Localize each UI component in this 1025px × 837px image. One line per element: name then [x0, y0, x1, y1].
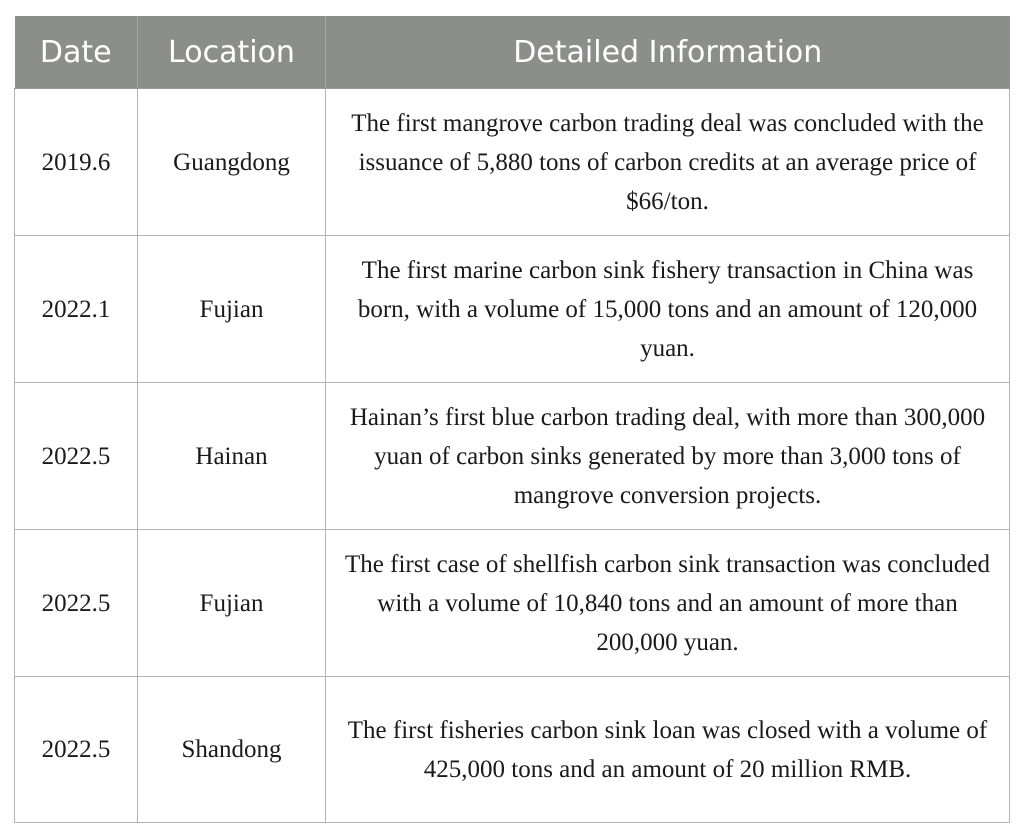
cell-date: 2022.1 — [15, 236, 138, 383]
table-body — [15, 89, 1010, 823]
carbon-trading-table — [14, 16, 1010, 823]
cell-location: Guangdong — [138, 89, 326, 236]
table-row — [15, 383, 1010, 530]
table-row — [15, 677, 1010, 823]
cell-detailed-information: The first marine carbon sink fishery transaction in China was born, with a volume of 15,000 tons and an amount of 120,000 yuan. — [326, 236, 1010, 383]
cell-location: Shandong — [138, 677, 326, 823]
cell-date: 2019.6 — [15, 89, 138, 236]
cell-detailed-information: The first mangrove carbon trading deal was concluded with the issuance of 5,880 tons of carbon credits at an average price of $66/ton. — [326, 89, 1010, 236]
cell-date: 2022.5 — [15, 530, 138, 677]
cell-date: 2022.5 — [15, 677, 138, 823]
cell-location: Fujian — [138, 236, 326, 383]
cell-location: Hainan — [138, 383, 326, 530]
column-header-detailed-information: Detailed Information — [326, 16, 1010, 89]
column-header-date: Date — [15, 16, 138, 89]
cell-location: Fujian — [138, 530, 326, 677]
carbon-trading-table-container — [14, 16, 1009, 823]
table-row — [15, 89, 1010, 236]
header-row — [15, 16, 1010, 89]
cell-detailed-information: Hainan’s first blue carbon trading deal, with more than 300,000 yuan of carbon sinks generated by more than 3,000 tons of mangrove conversion projects. — [326, 383, 1010, 530]
cell-detailed-information: The first case of shellfish carbon sink transaction was concluded with a volume of 10,840 tons and an amount of more than 200,000 yuan. — [326, 530, 1010, 677]
column-header-location: Location — [138, 16, 326, 89]
cell-date: 2022.5 — [15, 383, 138, 530]
table-header — [15, 16, 1010, 89]
table-row — [15, 530, 1010, 677]
cell-detailed-information: The first fisheries carbon sink loan was closed with a volume of 425,000 tons and an amount of 20 million RMB. — [326, 677, 1010, 823]
table-row — [15, 236, 1010, 383]
